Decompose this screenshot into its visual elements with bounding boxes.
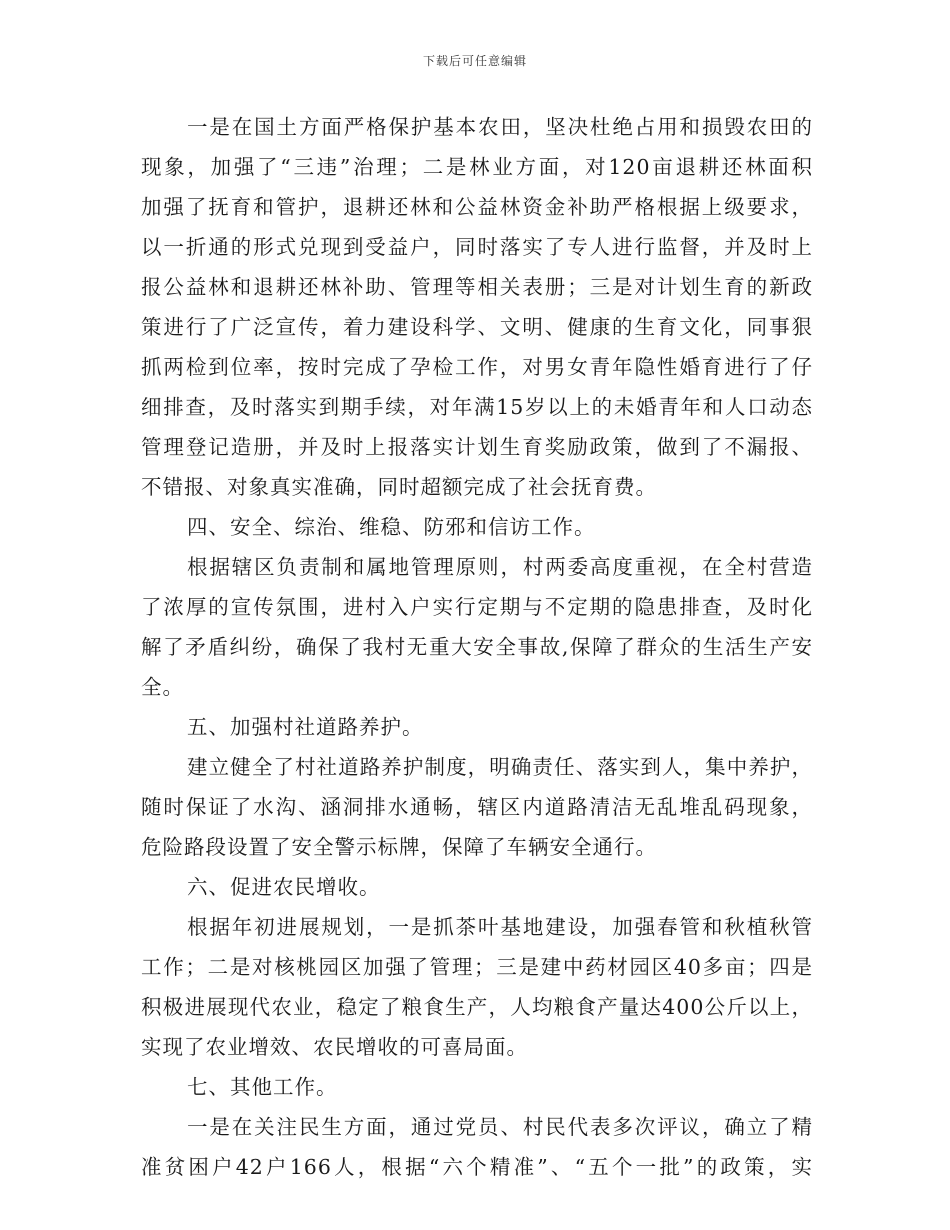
text-line: 五、加强村社道路养护。 [187,715,424,739]
text-line: 实现了农业增效、农民增收的可喜局面。 [141,1035,528,1059]
text-line: 七、其他工作。 [187,1075,338,1099]
text-line: 随时保证了水沟、涵洞排水通畅，辖区内道路清洁无乱堆乱码现象， [141,795,813,819]
document-body [141,107,813,1187]
text-line: 现象，加强了“三违”治理；二是林业方面，对120亩退耕还林面积 [141,155,813,179]
text-line: 四、安全、综治、维稳、防邪和信访工作。 [187,515,596,539]
text-line: 准贫困户42户166人，根据“六个精准”、“五个一批”的政策，实 [141,1155,813,1179]
text-line: 建立健全了村社道路养护制度，明确责任、落实到人，集中养护， [187,755,813,779]
text-line: 一是在关注民生方面，通过党员、村民代表多次评议，确立了精 [187,1115,813,1139]
text-line: 危险路段设置了安全警示标牌，保障了车辆安全通行。 [141,835,657,859]
text-line: 全。 [141,675,184,699]
text-line: 了浓厚的宣传氛围，进村入户实行定期与不定期的隐患排查，及时化 [141,595,813,619]
page-header: 下载后可任意编辑 [422,54,527,68]
text-line: 工作；二是对核桃园区加强了管理；三是建中药材园区40多亩；四是 [141,955,813,979]
text-line: 报公益林和退耕还林补助、管理等相关表册；三是对计划生育的新政 [141,275,813,299]
text-line: 根据年初进展规划，一是抓茶叶基地建设，加强春管和秋植秋管 [187,915,813,939]
text-line: 抓两检到位率，按时完成了孕检工作，对男女青年隐性婚育进行了仔 [141,355,813,379]
text-line: 解了矛盾纠纷，确保了我村无重大安全事故,保障了群众的生活生产安 [141,635,813,659]
text-line: 六、促进农民增收。 [187,875,381,899]
text-line: 以一折通的形式兑现到受益户，同时落实了专人进行监督，并及时上 [141,235,813,259]
text-line: 一是在国土方面严格保护基本农田，坚决杜绝占用和损毁农田的 [187,115,813,139]
text-line: 不错报、对象真实准确，同时超额完成了社会抚育费。 [141,475,657,499]
text-line: 管理登记造册，并及时上报落实计划生育奖励政策，做到了不漏报、 [141,435,813,459]
text-line: 细排查，及时落实到期手续，对年满15岁以上的未婚青年和人口动态 [141,395,813,419]
text-line: 加强了抚育和管护，退耕还林和公益林资金补助严格根据上级要求， [141,195,813,219]
text-line: 根据辖区负责制和属地管理原则，村两委高度重视，在全村营造 [187,555,813,579]
text-line: 积极进展现代农业，稳定了粮食生产，人均粮食产量达400公斤以上， [141,995,813,1019]
text-line: 策进行了广泛宣传，着力建设科学、文明、健康的生育文化，同事狠 [141,315,813,339]
